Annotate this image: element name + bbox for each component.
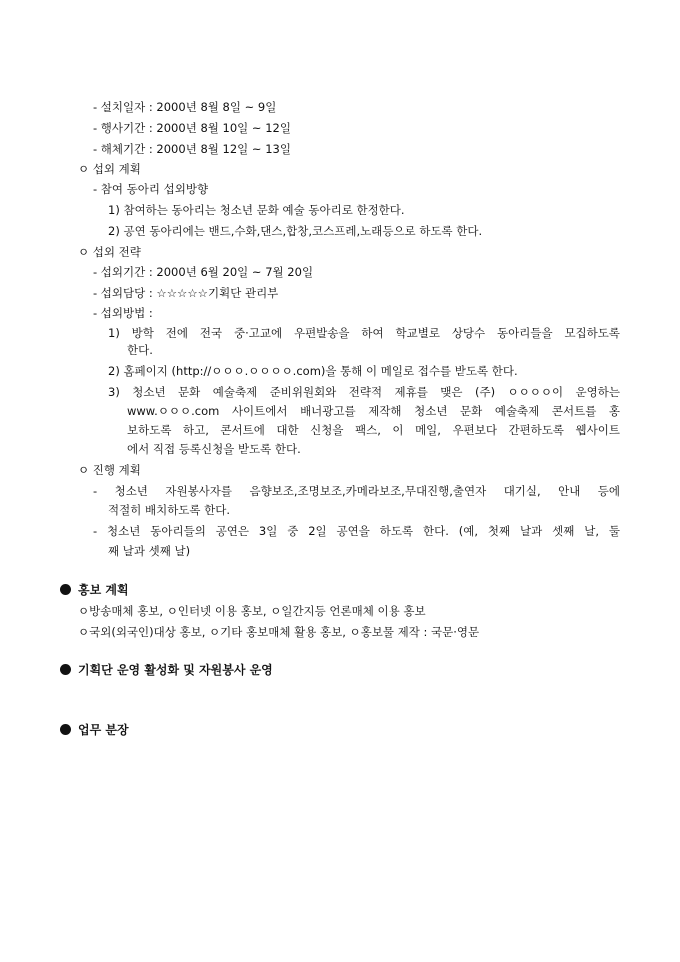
recruit-method-item-3-cont-2: 보하도록 하고, 콘서트에 대한 신청을 팩스, 이 메일, 우편보다 간편하도록 웹사이트 xyxy=(127,423,620,437)
progress-plan-heading: ㅇ 진행 계획 xyxy=(78,463,141,477)
recruit-method-item-3: 3) 청소년 문화 예술축제 준비위원회와 전략적 제휴를 맺은 (주) ㅇㅇㅇㅇ이 운영하는 xyxy=(108,385,620,399)
operation-section-heading xyxy=(60,662,273,678)
event-period-line: - 행사기간 : 2000년 8월 10일 ~ 12일 xyxy=(93,121,291,135)
recruit-method-item-3-cont-1: www.ㅇㅇㅇ.com 사이트에서 배너광고를 제작해 청소년 문화 예술축제 콘서트를 홍 xyxy=(127,404,620,418)
bullet-icon xyxy=(60,584,71,595)
club-performance-line: - 청소년 동아리들의 공연은 3일 중 2일 공연을 하도록 한다. (예, 첫째 날과 셋째 날, 둘 xyxy=(93,524,620,538)
recruit-plan-heading: ㅇ 섭외 계획 xyxy=(78,162,141,176)
operation-section-title: 기획단 운영 활성화 및 자원봉사 운영 xyxy=(78,663,273,677)
bullet-icon xyxy=(60,724,71,735)
recruit-strategy-heading: ㅇ 섭외 전략 xyxy=(78,245,141,259)
volunteer-placement-line: - 청소년 자원봉사자를 음향보조,조명보조,카메라보조,무대진행,출연자 대기실, 안내 등에 xyxy=(93,484,620,498)
club-performance-cont: 째 날과 셋째 날) xyxy=(108,544,191,558)
recruit-period-line: - 섭외기간 : 2000년 6월 20일 ~ 7월 20일 xyxy=(93,265,314,279)
recruit-owner-line: - 섭외담당 : ☆☆☆☆☆기획단 관리부 xyxy=(93,286,279,300)
duties-section-title: 업무 분장 xyxy=(78,723,129,737)
recruit-method-line: - 섭외방법 : xyxy=(93,306,153,320)
volunteer-placement-cont: 적절히 배치하도록 한다. xyxy=(108,503,231,517)
install-date-line: - 설치일자 : 2000년 8월 8일 ~ 9일 xyxy=(93,100,277,114)
club-direction-item-1: 1) 참여하는 동아리는 청소년 문화 예술 동아리로 한정한다. xyxy=(108,203,405,217)
dismantle-period-line: - 해체기간 : 2000년 8월 12일 ~ 13일 xyxy=(93,142,291,156)
club-direction-line: - 참여 동아리 섭외방향 xyxy=(93,182,209,196)
promotion-line-1: ㅇ방송매체 홍보, ㅇ인터넷 이용 홍보, ㅇ일간지등 언론매체 이용 홍보 xyxy=(78,604,426,618)
recruit-method-item-2: 2) 홈페이지 (http://ㅇㅇㅇ.ㅇㅇㅇㅇ.com)을 통해 이 메일로 접수를 받도록 한다. xyxy=(108,364,518,378)
bullet-icon xyxy=(60,664,71,675)
recruit-method-item-1-cont: 한다. xyxy=(127,343,153,357)
promotion-line-2: ㅇ국외(외국인)대상 홍보, ㅇ기타 홍보매체 활용 홍보, ㅇ홍보물 제작 : 국문·영문 xyxy=(78,625,480,639)
club-direction-item-2: 2) 공연 동아리에는 밴드,수화,댄스,합창,코스프레,노래등으로 하도록 한다. xyxy=(108,224,483,238)
promotion-section-title: 홍보 계획 xyxy=(78,583,129,597)
recruit-method-item-3-cont-3: 에서 직접 등록신청을 받도록 한다. xyxy=(127,442,301,456)
recruit-method-item-1: 1) 방학 전에 전국 중·고교에 우편발송을 하여 학교별로 상당수 동아리들을 모집하도록 xyxy=(108,326,620,340)
promotion-section-heading xyxy=(60,582,129,598)
duties-section-heading xyxy=(60,722,129,738)
